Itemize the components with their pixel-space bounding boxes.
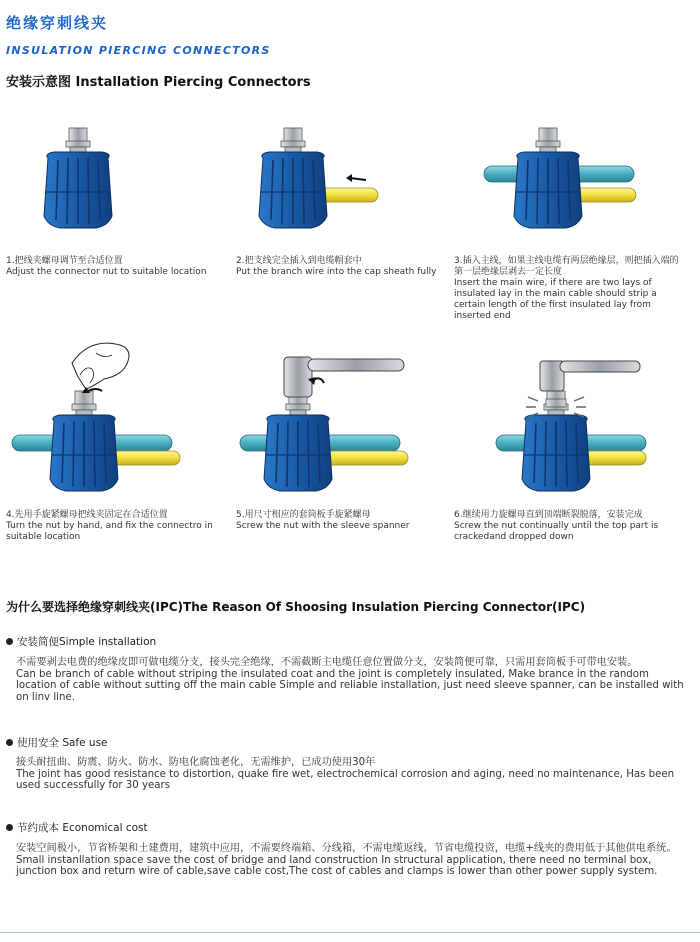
reason-3-cn: 安装空间极小，节省桥架和土建费用，建筑中应用，不需要终端箱、分线箱，不需电缆返线，节省电缆投资，电缆+线夹的费用低于其他供电系统。 [16,843,677,854]
reason-3-title [6,820,148,835]
step-2-caption [236,256,468,278]
step-2-cn: 2.把支线完全插入到电缆帽套中 [236,256,362,266]
bullet-dot-icon [6,824,13,831]
step-3-caption [454,256,686,322]
step-3-cn: 3.插入主线，如果主线电缆有两层绝缘层，则把插入端的第一层绝缘层剥去一定长度 [454,256,679,277]
reason-2-body [16,757,692,792]
reason-2-title-text: 使用安全 Safe use [17,737,108,749]
step-5-illustration [228,335,458,495]
reason-2-en: The joint has good resistance to distortion, quake fire wet, electrochemical corrosion and aging, need no maintenance, Has been used successfully for 30 years [16,768,675,791]
bullet-dot-icon [6,638,13,645]
reason-1-cn: 不需要剥去电费的绝缘皮即可做电缆分支，接头完全绝缘，不需截断主电缆任意位置做分支，安装简便可靠，只需用套筒板手可带电安装。 [16,657,638,668]
step-2-illustration [228,108,458,238]
reason-1-title-text: 安装简便Simple installation [17,636,157,648]
step-6-cn: 6.继续用力旋螺母直到顶端断裂脱落，安装完成 [454,510,643,520]
step-4-illustration [0,335,230,495]
step-6-caption [454,510,686,543]
reason-1-en: Can be branch of cable without striping the insulated coat and the joint is completely insulated, Make brance in the random location of cable without sutting off the main cable Simple and reliable installation, just need sleeve spanner, can be installed with on linv line. [16,668,684,703]
step-4-cn: 4.先用手旋紧螺母把线夹固定在合适位置 [6,510,168,520]
reason-3-body [16,843,692,878]
reason-3-title-text: 节约成本 Economical cost [17,822,148,834]
reason-1-title [6,634,156,649]
reason-2-cn: 接头耐扭曲、防震、防火、防水、防电化腐蚀老化，无需维护，已成功使用30年 [16,757,376,768]
step-1-en: Adjust the connector nut to suitable location [6,267,207,277]
step-5-caption [236,510,468,532]
step-2-en: Put the branch wire into the cap sheath fully [236,267,437,277]
step-1-caption [6,256,238,278]
bullet-dot-icon [6,739,13,746]
reason-1-body [16,657,692,703]
step-4-caption [6,510,238,543]
step-3-en: Insert the main wire, if there are two lays of insulated lay in the main cable should strip a certain length of the first insulated lay from inserted end [454,278,660,321]
page-title-en: INSULATION PIERCING CONNECTORS [6,44,271,57]
step-4-en: Turn the nut by hand, and fix the connectro in suitable location [6,521,216,542]
step-3-illustration [456,108,686,238]
reason-2-title [6,735,108,750]
step-6-illustration [456,335,686,495]
reasons-heading: 为什么要选择绝缘穿刺线夹(IPC)The Reason Of Shoosing Insulation Piercing Connector(IPC) [6,600,586,614]
step-6-en: Screw the nut continually until the top part is crackedand dropped down [454,521,662,542]
step-1-illustration [0,108,230,238]
page-title-cn: 绝缘穿刺线夹 [6,14,109,32]
step-5-en: Screw the nut with the sleeve spanner [236,521,410,531]
step-5-cn: 5.用尺寸相应的套筒板手旋紧螺母 [236,510,371,520]
step-1-cn: 1.把线夹螺母调节至合适位置 [6,256,123,266]
bottom-divider [0,932,700,933]
installation-heading: 安装示意图 Installation Piercing Connectors [6,75,311,90]
reason-3-en: Small instanllation space save the cost of bridge and land construction In structural application, there need no terminal box, junction box and return wire of cable,save cable cost,The cost of cables and clamps is lower than other power supply system. [16,854,658,877]
